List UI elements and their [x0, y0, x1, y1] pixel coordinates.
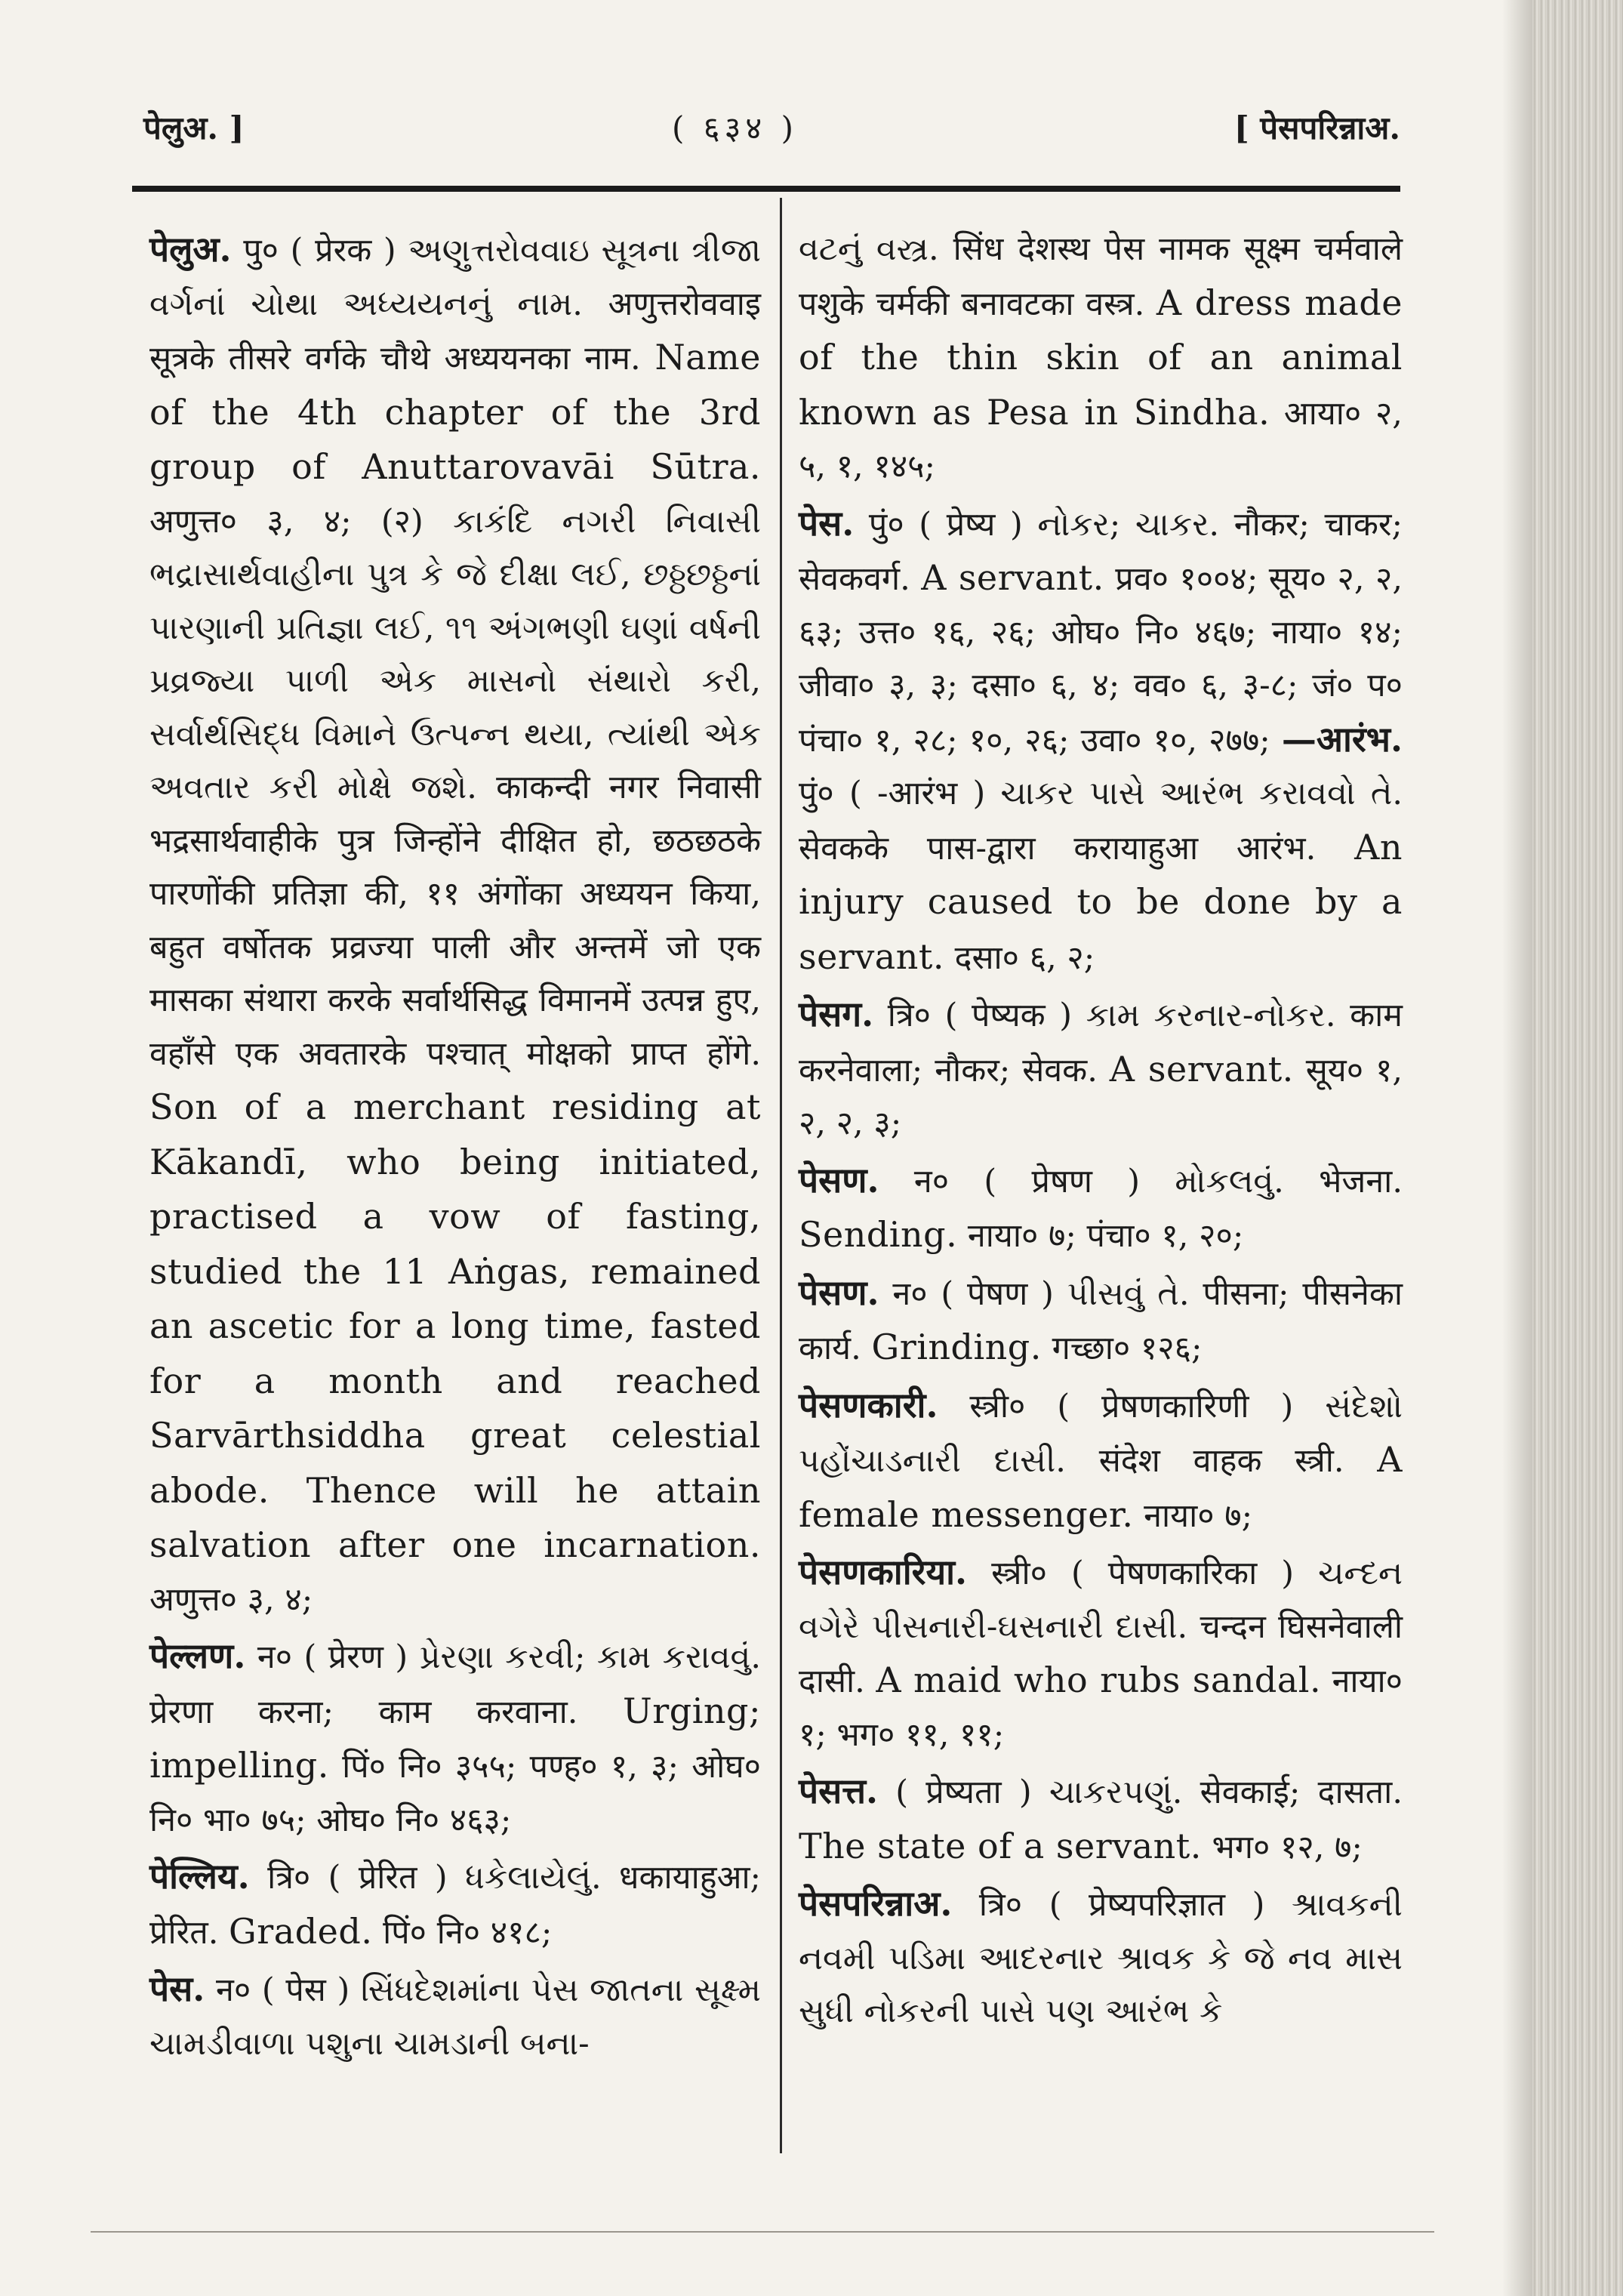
header-right-headword: [ पेसपरिन्नाअ.	[1233, 109, 1400, 146]
entry	[799, 1154, 1403, 1263]
column-divider	[780, 198, 782, 2153]
entry	[149, 1962, 761, 2070]
entry-reference: गच्छा० १२६;	[1052, 1330, 1203, 1367]
entry	[799, 1266, 1403, 1376]
entry-english: A dress made of the thin skin of an animal known as Pesa in Sindha.	[799, 282, 1403, 433]
entry-body: पुं० ( प्रेष्य ) નોકર; ચાકર. नौकर; चाकर; सेवकवर्ग.	[799, 505, 1403, 598]
entry	[799, 988, 1403, 1151]
entry-reference: नाया० ७; पंचा० १, २०;	[967, 1217, 1244, 1255]
entry	[799, 1877, 1403, 2039]
entry-body: स्त्री० ( पेषणकारिका ) ચન્દન વગેરે પીસનારી-ઘસનારી દાસી. चन्दन घिसनेवाली दासी.	[799, 1555, 1403, 1700]
entry-body: न० ( प्रेषण ) મોકલવું. भेजना.	[913, 1162, 1403, 1200]
entry	[149, 223, 761, 1626]
entry	[799, 1764, 1403, 1874]
entry-continuation	[799, 223, 1403, 494]
entry-body: पुं० ( -आरंभ ) ચાકર પાસે આરંભ કરાવવો તે. सेवकके पास-द्वारा करायाहुआ आरंभ.	[799, 775, 1403, 868]
entry-body: ( प्रेष्यता ) ચાકરપણું. सेवकाई; दासता.	[895, 1774, 1403, 1811]
entry-english: Graded.	[229, 1910, 373, 1952]
entry-body: त्रि० ( प्रेष्यपरिज्ञात ) શ્રાવકની નવમી પડિમા આદરનાર શ્રાવક કે જે નવ માસ સુધી નોકરની પાસે પણ આરંભ કે	[799, 1886, 1403, 2030]
entry-english: The state of a servant.	[799, 1825, 1202, 1866]
entry-body: त्रि० ( प्रेरित ) ધકેલાયેલું. धकायाहुआ; प्रेरित.	[149, 1859, 762, 1952]
entry-english: Grinding.	[871, 1327, 1042, 1367]
entry-sub-headword: —आरंभ.	[1281, 718, 1403, 760]
scan-shadow	[1502, 0, 1532, 2296]
entry	[149, 1850, 761, 1959]
entry-reference: अणुत्त० ३, ४;	[149, 1580, 313, 1619]
header-rule	[132, 186, 1400, 192]
entry	[799, 1379, 1403, 1543]
entry-english: A female messenger.	[799, 1439, 1403, 1535]
entry-headword: पेल्लण.	[149, 1635, 246, 1676]
entry-english: Son of a merchant residing at Kākandī, who being initiated, practised a vow of fasting, studied the 11 Aṅgas, remained an ascetic for a long time, fasted for a month and reached Sarvārthsiddha great celestial abode. Thence will he attain salvation after one incarnation.	[149, 1086, 761, 1565]
entry-reference: दसा० ६, २;	[954, 938, 1095, 977]
entry-reference: सूय० १, २, २, ३;	[799, 1051, 1403, 1142]
entry-headword: पेलुअ.	[149, 229, 232, 270]
entry-english: Urging; impelling.	[149, 1690, 761, 1786]
scan-edge	[1532, 0, 1623, 2296]
entry-headword: पेस.	[799, 502, 855, 544]
page-header	[143, 106, 1400, 166]
entry-body: अणुत्त० ३, ४; (२) કાકંદિ નગરી નિવાસી ભદ્રાસાર્થવાહીના પુત્ર કે જે દીક્ષા લઈ, છઠ્ઠછઠ્ઠનાં પારણાની પ્રતિજ્ઞા લઈ, ૧૧ અંગભણી ઘણાં વર્ષની પ્રવ્રજ્યા પાળી એક માસનો સંથારો કરી, સર્વાર્થસિદ્ધ વિમાને ઉત્પન્ન થયા, ત્યાંથી એક અવતાર કરી મોક્ષે જશે. काकन्दी नगर निवासी भद्रसार्थवाहीके पुत्र जिन्होंने दीक्षित हो, छठछठके पारणोंकी प्रतिज्ञा की, ११ अंगोंका अध्ययन किया, बहुत वर्षोतक प्रव्रज्या पाली और अन्तमें जो एक मासका संथारा करके सर्वार्थसिद्ध विमानमें उत्पन्न हुए, वहाँसे एक अवतारके पश्चात् मोक्षको प्राप्त होंगे.	[149, 502, 761, 1073]
header-left-headword: पेलुअ. ]	[143, 109, 245, 146]
entry-reference: प्रव० १००४; सूय० २, २, ६३; उत्त० १६, २६; ओघ० नि० ४६७; नाया० १४; जीवा० ३, ३; दसा० ६, ४; वव० ६, ३-८; जं० प० पंचा० १, २८; १०, २६; उवा० १०, २७७;	[799, 560, 1403, 760]
entry	[149, 1629, 761, 1847]
right-column	[799, 223, 1403, 2042]
entry-body: न० ( पेस ) સિંધદેશમાંના પેસ જાતના સૂક્ષ્મ ચામડીવાળા પશુના ચામડાની બના-	[149, 1971, 761, 2063]
entry-body: स्त्री० ( प्रेषणकारिणी ) સંદેશો પહોંચાડનારી દાસી. संदेश वाहक स्त्री.	[799, 1387, 1403, 1480]
entry-body: न० ( प्रेरण ) પ્રેરણા કરવી; કામ કરાવવું. प्रेरणा करना; काम करवाना.	[149, 1638, 761, 1731]
entry-headword: पेसण.	[799, 1159, 879, 1200]
entry-reference: नाया० ७;	[1144, 1496, 1253, 1535]
entry-english: A servant.	[1109, 1048, 1294, 1089]
entry	[799, 1546, 1403, 1761]
entry-headword: पेसणकारिया.	[799, 1552, 968, 1592]
entry-english: A maid who rubs sandal.	[876, 1660, 1322, 1700]
entry-headword: पेसग.	[799, 994, 874, 1034]
entry-headword: पेल्लिय.	[149, 1856, 250, 1897]
entry-english: Name of the 4th chapter of the 3rd group of Anuttarovavāi Sūtra.	[149, 337, 761, 487]
entry	[799, 497, 1403, 985]
entry-english: Sending.	[799, 1214, 958, 1255]
entry-body: पु० ( प्रेरक ) અણુત્તરોવવાઇ સૂત્રના ત્રીજા વર્ગનાં ચોથા અધ્યયનનું નામ. अणुत्तरोववाइ सूत्रके तीसरे वर्गके चौथे अध्ययनका नाम.	[149, 232, 761, 378]
entry-english: An injury caused to be done by a servant.	[799, 826, 1403, 977]
entry-reference: आया० २, ५, १, १४५;	[799, 394, 1403, 485]
entry-reference: नाया० १; भग० ११, ११;	[799, 1663, 1403, 1754]
entry-body: न० ( पेषण ) પીસવું તે. पीसना; पीसनेका कार्य.	[799, 1274, 1403, 1367]
entry-english: A servant.	[921, 557, 1104, 598]
left-column	[149, 223, 761, 2073]
entry-body: વટનું વસ્ત્ર. सिंध देशस्थ पेस नामक सूक्ष्म चर्मवाले पशुके चर्मकी बनावटका वस्त्र.	[799, 230, 1403, 323]
entry-reference: पिं० नि० ३५५; पण्ह० १, ३; ओघ० नि० भा० ७५; ओघ० नि० ४६३;	[149, 1748, 761, 1839]
entry-headword: पेसणकारी.	[799, 1384, 938, 1425]
entry-reference: पिं० नि० ४१८;	[383, 1913, 553, 1952]
entry-reference: भग० १२, ७;	[1212, 1828, 1363, 1866]
entry-headword: पेसपरिन्नाअ.	[799, 1883, 953, 1924]
entry-headword: पेस.	[149, 1968, 205, 2009]
entry-body: त्रि० ( पेष्यक ) કામ કરનાર-નોકર. काम करनेवाला; नौकर; सेवक.	[799, 997, 1403, 1089]
page-number: ( ६३४ )	[672, 109, 798, 146]
entry-headword: पेसत्त.	[799, 1771, 879, 1811]
bottom-edge-line	[91, 2231, 1434, 2233]
entry-headword: पेसण.	[799, 1271, 879, 1313]
